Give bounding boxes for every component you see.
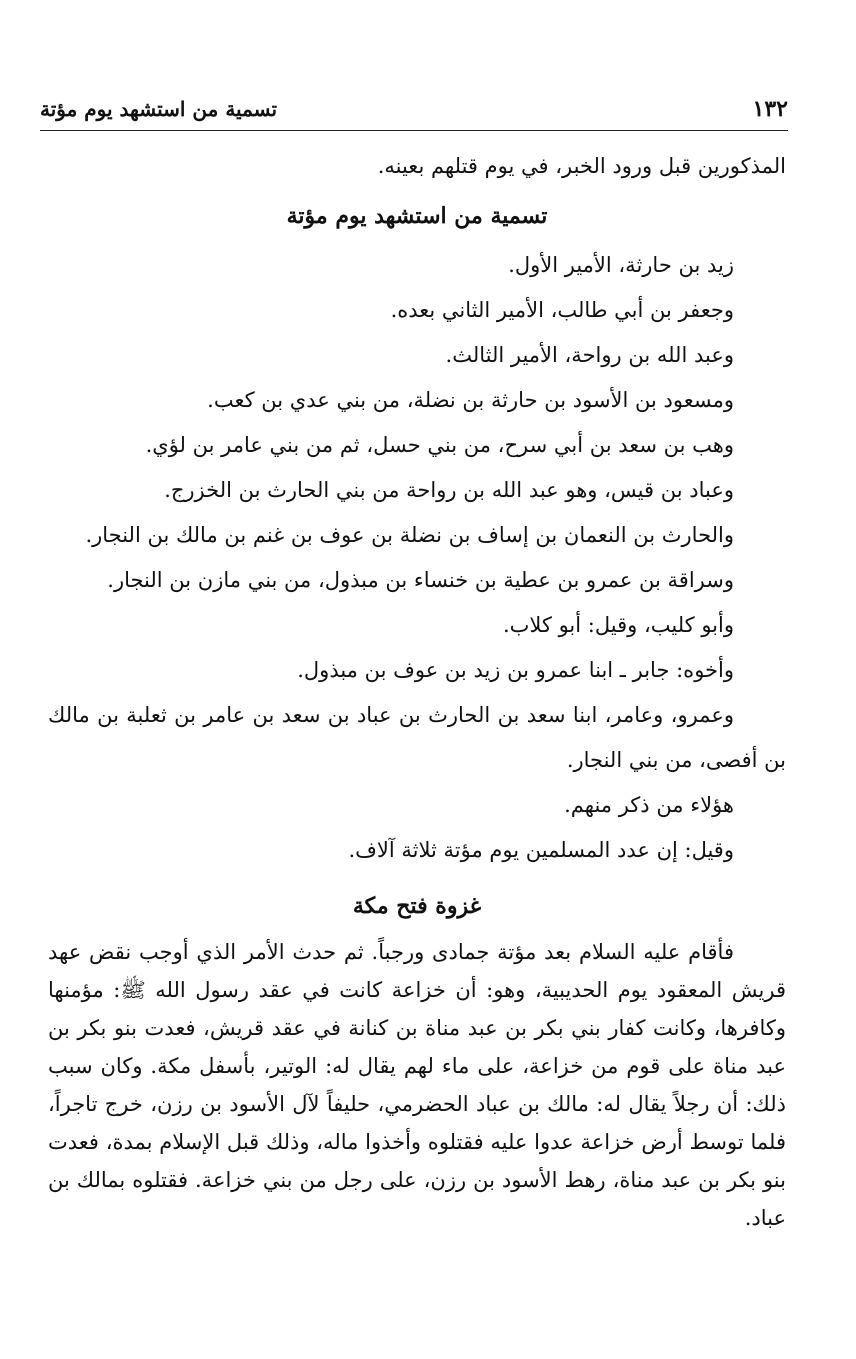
list-item: ومسعود بن الأسود بن حارثة بن نضلة، من بني عدي بن كعب.	[207, 388, 734, 412]
list-item: وأخوه: جابر ـ ابنا عمرو بن زيد بن عوف بن مبذول.	[297, 658, 734, 682]
list-item: هؤلاء من ذكر منهم.	[564, 793, 734, 817]
running-header-title: تسمية من استشهد يوم مؤتة	[40, 97, 278, 121]
page-number: ١٣٢	[752, 96, 788, 122]
list-item: وسراقة بن عمرو بن عطية بن خنساء بن مبذول، من بني مازن بن النجار.	[107, 568, 734, 592]
list-item: زيد بن حارثة، الأمير الأول.	[508, 253, 734, 277]
narrative-paragraph: فأقام عليه السلام بعد مؤتة جمادى ورجباً. ثم حدث الأمر الذي أوجب نقض عهد قريش المعقود يوم الحديبية، وهو: أن خزاعة كانت في عقد رسول الله ﷺ: مؤمنها وكافرها، وكانت كفار بني بكر بن عبد مناة بن كنانة في عقد قريش، فعدت بنو بكر بن عبد مناة على قوم من خزاعة، على ماء لهم يقال له: الوتير، بأسفل مكة. وكان سبب ذلك: أن رجلاً يقال له: مالك بن عباد الحضرمي، حليفاً لآل الأسود بن رزن، خرج تاجراً، فلما توسط أرض خزاعة عدوا عليه فقتلوه وأخذوا ماله، وذلك قبل الإسلام بمدة، فعدت بنو بكر بن عبد مناة، رهط الأسود بن رزن، على رجل من بني خزاعة. فقتلوه بمالك بن عباد.	[48, 940, 786, 1230]
list-item: والحارث بن النعمان بن إساف بن نضلة بن عوف بن غنم بن مالك بن النجار.	[85, 523, 734, 547]
list-item: وعمرو، وعامر، ابنا سعد بن الحارث بن عباد بن سعد بن عامر بن ثعلبة بن مالك بن أفصى، من بني النجار.	[48, 703, 786, 772]
section-heading-conquest-of-mecca: غزوة فتح مكة	[352, 893, 482, 919]
list-item: وأبو كليب، وقيل: أبو كلاب.	[502, 613, 734, 637]
intro-line: المذكورين قبل ورود الخبر، في يوم قتلهم بعينه.	[377, 154, 786, 178]
header-divider	[40, 130, 788, 131]
list-item: وقيل: إن عدد المسلمين يوم مؤتة ثلاثة آلاف.	[348, 838, 734, 862]
list-item: وعبد الله بن رواحة، الأمير الثالث.	[445, 343, 734, 367]
list-item: وجعفر بن أبي طالب، الأمير الثاني بعده.	[390, 298, 734, 322]
list-item: وهب بن سعد بن أبي سرح، من بني حسل، ثم من بني عامر بن لؤي.	[145, 433, 734, 457]
running-header	[40, 92, 788, 126]
section-heading-martyrs: تسمية من استشهد يوم مؤتة	[286, 203, 548, 229]
page-body	[48, 144, 786, 1237]
list-item: وعباد بن قيس، وهو عبد الله بن رواحة من بني الحارث بن الخزرج.	[164, 478, 734, 502]
